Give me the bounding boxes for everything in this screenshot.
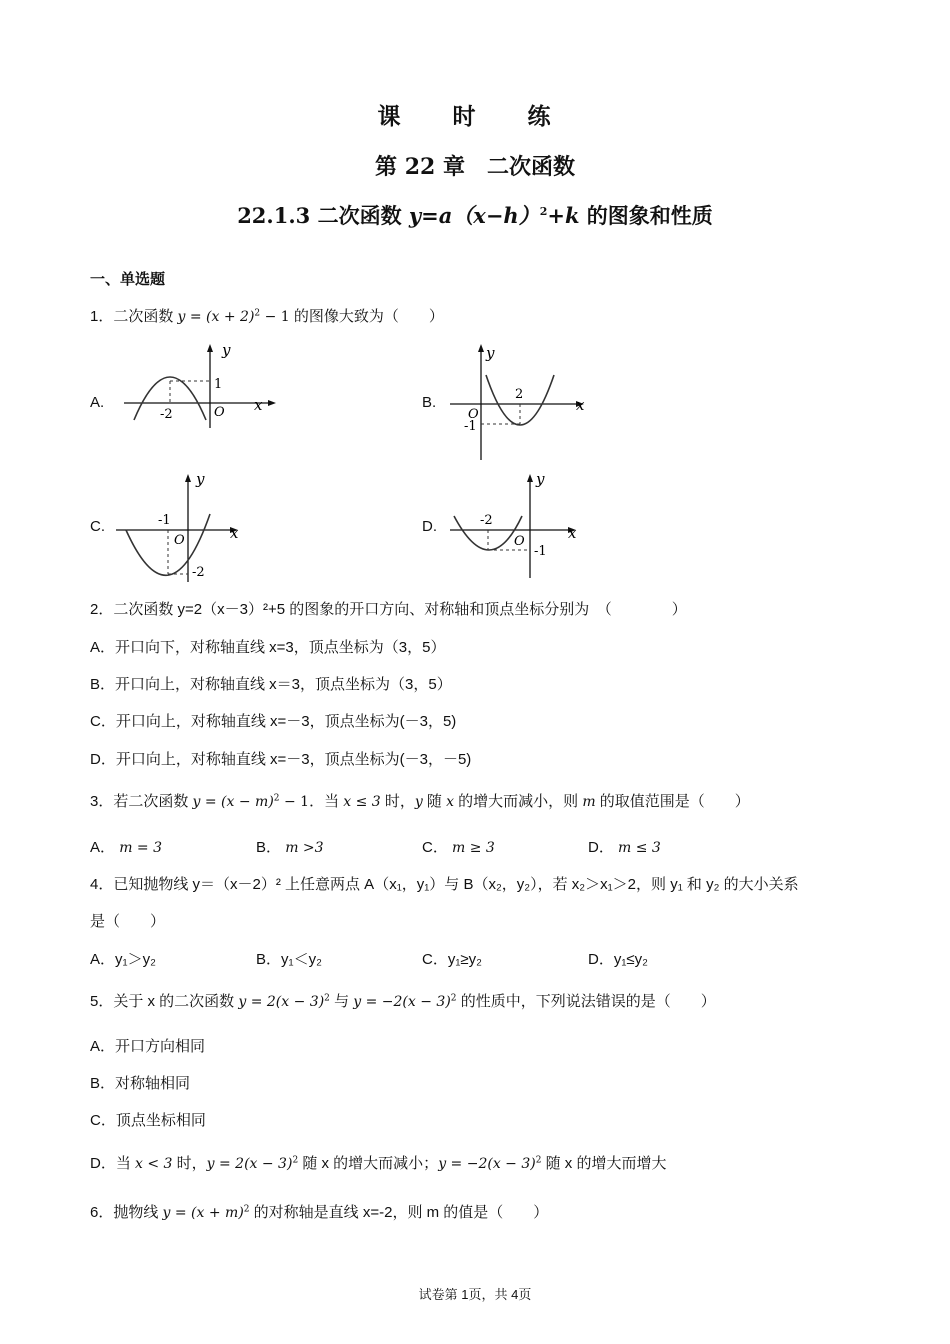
q1-graph-d: [448, 468, 588, 580]
q3-stem-post: 的取值范围是（ ）: [595, 793, 750, 810]
q1-option-a-label: A.: [90, 394, 105, 411]
q3-var-m: m: [582, 794, 596, 810]
q5-d-mid: 时，: [172, 1155, 207, 1172]
question-3-stem: [90, 790, 750, 811]
graph-c-origin-label: O: [174, 533, 185, 548]
q2-option-c: C．开口向上，对称轴直线 x=－3，顶点坐标为(－3，5): [90, 713, 457, 730]
chapter-title: 第 22 章 二次函数: [375, 154, 575, 180]
graph-b-tick-label: -1: [464, 419, 477, 434]
q3-stem-mid: ．当: [309, 793, 344, 810]
q1-stem-pre: 1．二次函数: [90, 308, 178, 325]
q1-graph-a: [118, 340, 278, 430]
graph-b-y-label: y: [486, 344, 495, 362]
q4-option-a: A．y₁＞y₂: [90, 951, 156, 968]
q3-stem-mid: 的增大而减小，则: [454, 793, 583, 810]
q5-d-post: 随 x 的增大而增大: [541, 1155, 667, 1172]
q5-formula-1: [238, 994, 330, 1010]
q5-d-f2-base: y = −2(x − 3): [438, 1156, 536, 1172]
q5-f1-base: y = 2(x − 3): [238, 994, 325, 1010]
q5-d-condition: x < 3: [135, 1156, 173, 1172]
q1-option-d-label: D.: [422, 518, 437, 535]
graph-c-tick-label: -1: [158, 513, 171, 528]
question-2-stem: 2．二次函数 y=2（x－3）²+5 的图象的开口方向、对称轴和顶点坐标分别为 （ ）: [90, 601, 687, 618]
part-heading: 一、单选题: [90, 271, 166, 288]
y-arrow-icon: [185, 474, 191, 482]
section-title-prefix: 22.1.3 二次函数: [237, 203, 409, 228]
q1-stem-post: 的图像大致为（ ）: [289, 308, 444, 325]
graph-d-x-label: x: [568, 524, 577, 542]
q3-option-d: [588, 836, 661, 857]
graph-d-origin-label: O: [514, 534, 525, 549]
q5-f2-exp: 2: [450, 993, 457, 1004]
q3-stem-mid: 随: [422, 793, 447, 810]
q6-formula-base: y = (x + m): [162, 1205, 244, 1221]
q3-condition: x ≤ 3: [343, 794, 381, 810]
graph-d-tick-label: -1: [534, 544, 547, 559]
section-title-exponent: 2: [539, 205, 548, 218]
q4-option-d: D．y₁≤y₂: [588, 951, 648, 968]
q5-d-mid: 随 x 的增大而减小；: [298, 1155, 439, 1172]
page-footer: 试卷第 1页，共 4页: [418, 1287, 532, 1302]
q2-option-d: D．开口向上，对称轴直线 x=－3，顶点坐标为(－3，－5): [90, 751, 472, 768]
section-title-k: +k: [547, 203, 580, 228]
question-4-stem-line1: 4．已知抛物线 y＝（x－2）² 上任意两点 A（x₁，y₁）与 B（x₂，y₂），若 x₂＞x₁＞2，则 y₁ 和 y₂ 的大小关系: [90, 876, 799, 893]
q5-d-pre: D．当: [90, 1155, 136, 1172]
q5-option-d: [90, 1152, 666, 1173]
section-title-suffix: 的图象和性质: [579, 203, 713, 228]
question-1-stem: [90, 305, 444, 326]
q5-option-a: A．开口方向相同: [90, 1038, 206, 1055]
graph-c-y-label: y: [196, 470, 205, 488]
q3-stem-pre: 3．若二次函数: [90, 793, 193, 810]
q5-stem-mid: 与: [329, 993, 354, 1010]
graph-c-x-label: x: [230, 524, 239, 542]
graph-d-y-label: y: [536, 470, 545, 488]
q6-stem-post: 的对称轴是直线 x=-2，则 m 的值是（ ）: [249, 1204, 549, 1221]
q1-graph-b: [448, 340, 598, 465]
q1-formula: [178, 309, 290, 325]
q3-option-b-label: B．: [256, 839, 282, 856]
q3-formula-exp: 2: [273, 793, 280, 804]
q1-option-c-label: C.: [90, 518, 105, 535]
q3-option-a: [90, 836, 162, 857]
y-arrow-icon: [207, 344, 213, 352]
q3-option-b-value: m >3: [285, 840, 324, 856]
q5-option-b: B．对称轴相同: [90, 1075, 191, 1092]
graph-a-tick-label: 1: [214, 377, 223, 392]
graph-a-x-label: x: [254, 396, 263, 414]
q3-option-a-value: m = 3: [119, 840, 163, 856]
graph-b-origin-label: O: [468, 407, 479, 422]
q3-formula-base: y = (x − m): [192, 794, 274, 810]
q3-option-b: [256, 836, 324, 857]
q1-graph-c: [114, 468, 254, 586]
q3-option-d-label: D．: [588, 839, 614, 856]
q3-var-y: y: [414, 794, 423, 810]
q6-formula: [163, 1205, 250, 1221]
graph-a-y-label: y: [222, 341, 231, 359]
graph-a-origin-label: O: [214, 405, 225, 420]
q3-formula: [193, 794, 310, 810]
q5-d-f1-base: y = 2(x − 3): [206, 1156, 293, 1172]
q4-option-b: B．y₁＜y₂: [256, 951, 322, 968]
graph-d-tick-label: -2: [480, 513, 493, 528]
section-title-formula: y=a（x−h）: [408, 203, 540, 228]
graph-c-tick-label: -2: [192, 565, 205, 580]
q6-formula-exp: 2: [243, 1204, 250, 1215]
q3-var-x: x: [446, 794, 455, 810]
q5-stem-pre: 5．关于 x 的二次函数: [90, 993, 239, 1010]
q3-option-c-value: m ≥ 3: [452, 840, 495, 856]
x-arrow-icon: [268, 400, 276, 406]
graph-a-tick-label: -2: [160, 407, 173, 422]
y-arrow-icon: [527, 474, 533, 482]
q5-f1-exp: 2: [324, 993, 330, 1004]
q5-option-c: C．顶点坐标相同: [90, 1112, 206, 1129]
q5-stem-post: 的性质中，下列说法错误的是（ ）: [456, 993, 716, 1010]
q3-option-d-value: m ≤ 3: [618, 840, 661, 856]
q3-option-a-label: A．: [90, 839, 116, 856]
q3-option-c-label: C．: [422, 839, 448, 856]
question-4-stem-line2: 是（ ）: [90, 913, 166, 930]
q3-formula-tail: − 1: [279, 794, 310, 810]
q1-formula-exp: 2: [254, 308, 261, 319]
q3-option-c: [422, 836, 495, 857]
q5-d-formula-1: [207, 1156, 299, 1172]
q5-f2-base: y = −2(x − 3): [353, 994, 451, 1010]
q2-option-b: B．开口向上，对称轴直线 x＝3，顶点坐标为（3，5）: [90, 676, 452, 693]
q5-d-formula-2: [438, 1156, 541, 1172]
question-6-stem: [90, 1201, 548, 1222]
graph-b-x-label: x: [576, 396, 585, 414]
page-title: 课 时 练: [377, 103, 573, 130]
q5-formula-2: [353, 994, 456, 1010]
section-title: [0, 200, 950, 230]
q4-option-c: C．y₁≥y₂: [422, 951, 482, 968]
q5-d-f2-exp: 2: [535, 1155, 542, 1166]
q1-formula-base: y = (x + 2): [177, 309, 255, 325]
graph-b-tick-label: 2: [515, 387, 524, 402]
q1-formula-tail: − 1: [260, 309, 290, 325]
q1-option-b-label: B.: [422, 394, 437, 411]
q6-stem-pre: 6．抛物线: [90, 1204, 163, 1221]
q5-d-f1-exp: 2: [292, 1155, 299, 1166]
question-5-stem: [90, 990, 716, 1011]
q3-stem-mid: 时，: [380, 793, 415, 810]
y-arrow-icon: [478, 344, 484, 352]
q2-option-a: A．开口向下，对称轴直线 x=3，顶点坐标为（3，5）: [90, 639, 446, 656]
